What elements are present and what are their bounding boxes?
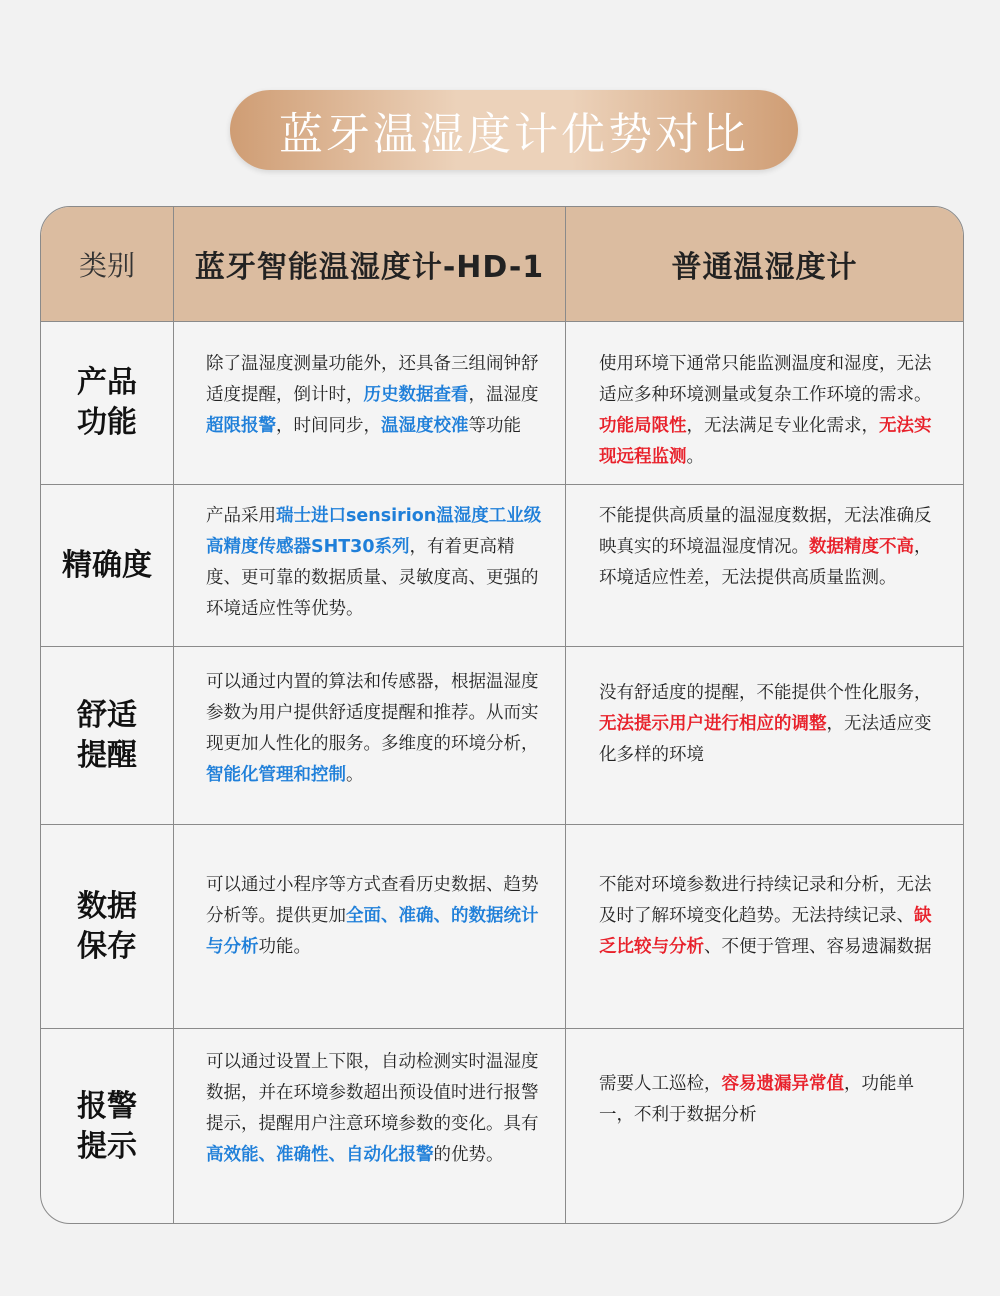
body-text: 除了温湿度测量功能外，还具备三组闹钟舒适度提醒，倒计时， bbox=[206, 354, 539, 405]
table-row bbox=[41, 824, 963, 1028]
comparison-table bbox=[40, 206, 964, 1224]
body-text: 、不便于管理、容易遗漏数据 bbox=[704, 937, 932, 957]
body-text: 可以通过设置上下限，自动检测实时温湿度数据，并在环境参数超出预设值时进行报警提示，提醒用户注意环境参数的变化。具有 bbox=[206, 1052, 539, 1134]
table-row bbox=[41, 484, 963, 646]
header-category: 类别 bbox=[41, 207, 174, 321]
product-description bbox=[206, 870, 543, 963]
ordinary-description bbox=[599, 349, 943, 473]
highlight-text: 超限报警 bbox=[206, 416, 276, 436]
row-category: 数据 保存 bbox=[77, 888, 137, 964]
ordinary-description bbox=[599, 870, 943, 963]
body-text: 使用环境下通常只能监测温度和湿度，无法适应多种环境测量或复杂工作环境的需求。 bbox=[599, 354, 932, 405]
highlight-text: 瑞士进口sensirion温湿度工业级高精度传感器SHT30系列 bbox=[206, 506, 542, 557]
body-text: ，时间同步， bbox=[276, 416, 381, 436]
body-text: 等功能 bbox=[468, 416, 521, 436]
product-description bbox=[206, 667, 543, 791]
body-text: 需要人工巡检， bbox=[599, 1074, 722, 1094]
highlight-text: 功能局限性 bbox=[599, 416, 687, 436]
header-product: 蓝牙智能温湿度计-HD-1 bbox=[174, 207, 566, 321]
ordinary-description bbox=[599, 678, 943, 771]
table-row bbox=[41, 321, 963, 484]
body-text: ，有着更高精度、更可靠的数据质量、灵敏度高、更强的环境适应性等优势。 bbox=[206, 537, 539, 619]
table-row bbox=[41, 1028, 963, 1224]
row-category: 产品 功能 bbox=[77, 365, 137, 440]
body-text: ，温湿度 bbox=[468, 385, 539, 405]
body-text: 可以通过内置的算法和传感器，根据温湿度参数为用户提供舒适度提醒和推荐。从而实现更加人性化的服务。多维度的环境分析， bbox=[206, 672, 539, 754]
highlight-text: 缺乏比较与分析 bbox=[599, 906, 932, 957]
product-description bbox=[206, 349, 543, 442]
body-text: 可以通过小程序等方式查看历史数据、趋势分析等。提供更加 bbox=[206, 875, 539, 926]
highlight-text: 智能化管理和控制 bbox=[206, 765, 346, 785]
highlight-text: 高效能、准确性、自动化报警 bbox=[206, 1145, 434, 1165]
body-text: ，环境适应性差，无法提供高质量监测。 bbox=[599, 537, 932, 588]
highlight-text: 无法实现远程监测 bbox=[599, 416, 932, 467]
body-text: ，无法满足专业化需求， bbox=[686, 416, 879, 436]
body-text: 没有舒适度的提醒，不能提供个性化服务， bbox=[599, 683, 932, 703]
body-text: 的优势。 bbox=[433, 1145, 504, 1165]
body-text: 功能。 bbox=[258, 937, 311, 957]
page-title: 蓝牙温湿度计优势对比 bbox=[230, 90, 798, 170]
row-category: 报警 提示 bbox=[77, 1089, 137, 1164]
ordinary-description bbox=[599, 501, 943, 594]
highlight-text: 容易遗漏异常值 bbox=[721, 1074, 844, 1094]
product-description bbox=[206, 1047, 543, 1171]
body-text: 不能提供高质量的温湿度数据，无法准确反映真实的环境温湿度情况。 bbox=[599, 506, 932, 557]
row-category: 精确度 bbox=[62, 547, 152, 583]
body-text: 产品采用 bbox=[206, 506, 276, 526]
highlight-text: 历史数据查看 bbox=[363, 385, 469, 405]
body-text: 。 bbox=[346, 765, 364, 785]
highlight-text: 温湿度校准 bbox=[381, 416, 469, 436]
body-text: 。 bbox=[686, 447, 704, 467]
row-category: 舒适 提醒 bbox=[77, 697, 137, 773]
table-row bbox=[41, 646, 963, 824]
table-header-row bbox=[41, 207, 963, 321]
product-description bbox=[206, 501, 543, 625]
body-text: ，无法适应变化多样的环境 bbox=[599, 714, 932, 765]
ordinary-description bbox=[599, 1069, 943, 1131]
highlight-text: 无法提示用户进行相应的调整 bbox=[599, 714, 827, 734]
highlight-text: 全面、准确、的数据统计与分析 bbox=[206, 906, 539, 957]
header-ordinary: 普通温湿度计 bbox=[671, 250, 858, 285]
highlight-text: 数据精度不高 bbox=[809, 537, 914, 557]
body-text: 不能对环境参数进行持续记录和分析，无法及时了解环境变化趋势。无法持续记录、 bbox=[599, 875, 932, 926]
body-text: ，功能单一，不利于数据分析 bbox=[599, 1074, 914, 1125]
